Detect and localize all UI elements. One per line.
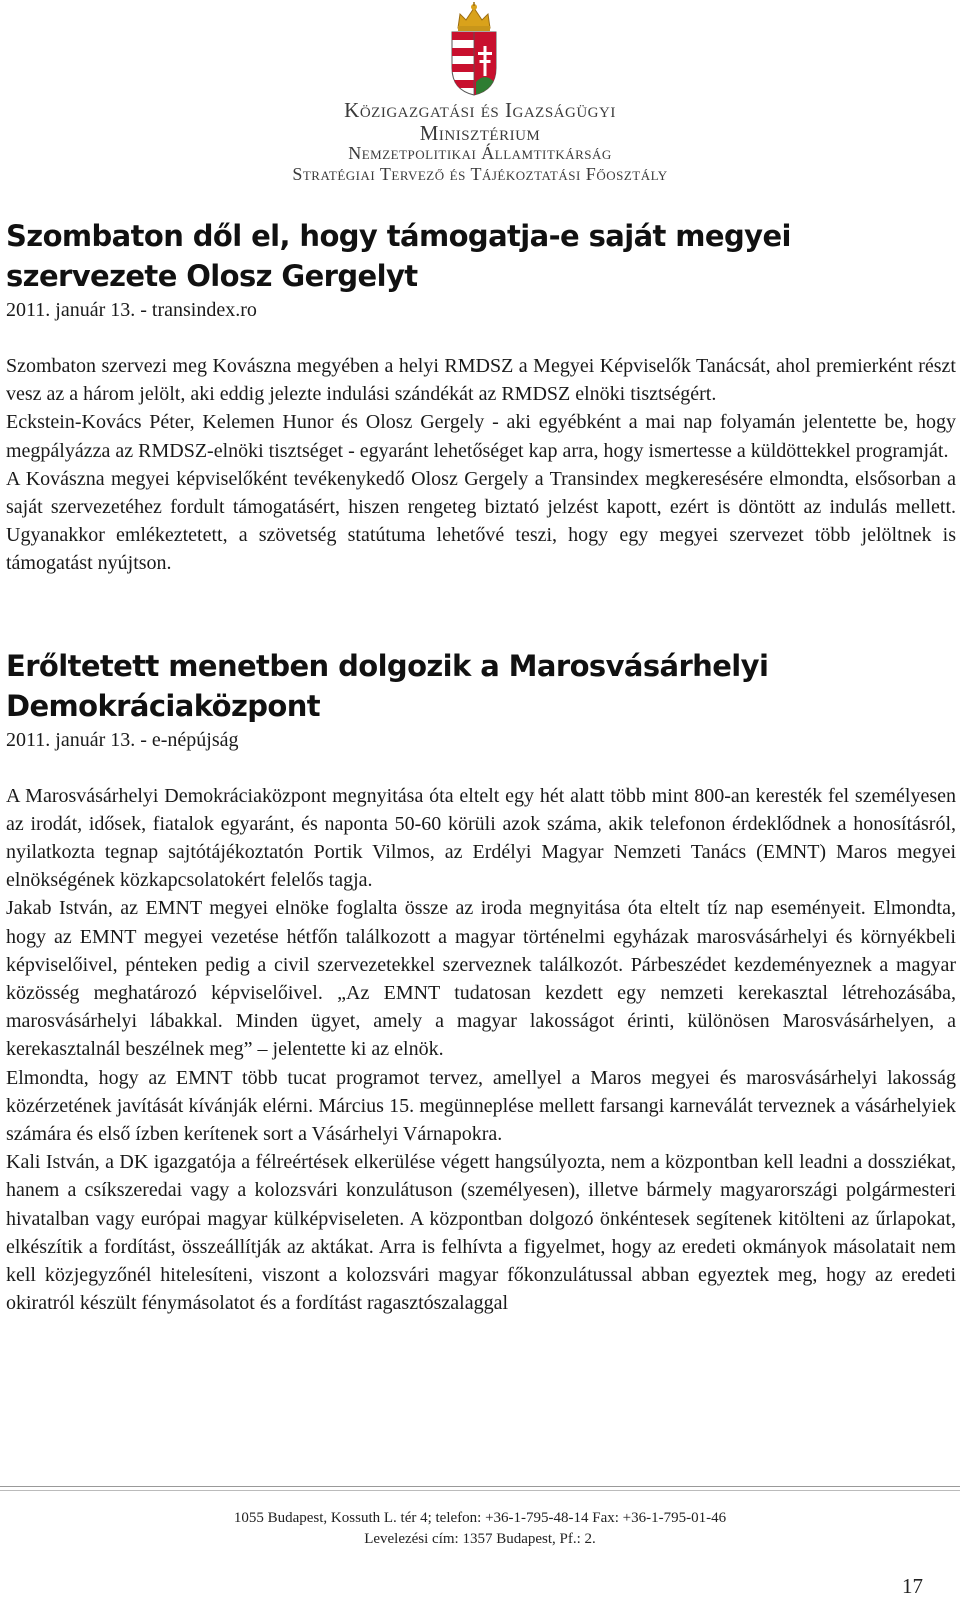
footer-divider <box>0 1486 960 1487</box>
article-2-paragraph: Kali István, a DK igazgatója a félreértések elkerülése végett hangsúlyozta, nem a központban kell leadni a dossziékat, hanem a csíkszeredai vagy a kolozsvári konzulátuson (személyesen), illetve bármely magyarországi polgármesteri hivatalban vagy európai magyar külképviseleten. A központban dolgozó önkéntesek segítenek kitölteni az űrlapokat, elkészítik a fordítást, összeállítják az aktákat. Arra is felhívta a figyelmet, hogy az eredeti okmányok másolatait nem kell közjegyzőnél hitelesíteni, viszont a kolozsvári magyar főkonzulátussal abban egyeztek meg, hogy az eredeti okiratról készült fénymásolatot és a fordítást ragasztószalaggal <box>6 1151 956 1315</box>
article-1-paragraph: Szombaton szervezi meg Kovászna megyében a helyi RMDSZ a Megyei Képviselők Tanácsát, ahol premierként részt vesz az a három jelölt, aki eddig jelezte indulási szándékát az RMDSZ elnöki tisztségért. <box>6 355 956 406</box>
article-1-paragraph: A Kovászna megyei képviselőként tevékenykedő Olosz Gergely a Transindex megkeresésére elmondta, elsősorban a saját szervezetéhez fordult támogatásért, hiszen rengeteg biztató jelzést kapott, ezért is döntött az indulás mellett. Ugyanakkor emlékeztetett, a szövetség statútuma lehetővé teszi, hogy egy megyei szervezet több jelöltnek is támogatást nyújtson. <box>6 467 956 575</box>
ministry-name-line2: Minisztérium <box>419 121 541 145</box>
document-body <box>6 216 956 1317</box>
article-1-title: Szombaton dől el, hogy támogatja-e saját megyei szervezete Olosz Gergelyt <box>6 219 791 293</box>
article-1-dateline: 2011. január 13. - transindex.ro <box>6 299 257 321</box>
footer-address: 1055 Budapest, Kossuth L. tér 4; telefon: +36-1-795-48-14 Fax: +36-1-795-01-46 <box>233 1510 727 1526</box>
footer-mailing-address: Levelezési cím: 1357 Budapest, Pf.: 2. <box>364 1531 596 1547</box>
article-2-paragraph: Jakab István, az EMNT megyei elnöke foglalta össze az iroda megnyitása óta eltelt tíz nap eseményeit. Elmondta, hogy az EMNT megyei vezetése hétfőn találkozott a magyar történelmi egyházak marosvásárhelyi és környékbeli képviselőivel, pénteken pedig a civil szervezetekkel szerveznek találkozót. Párbeszédet kezdeményeznek a magyar közösség meghatározó képviselőivel. „Az EMNT tudatosan kezdett egy nemzeti kerekasztal létrehozásába, marosvásárhelyi lábakkal. Minden ügyet, amely a magyar lakosságot érinti, különösen Marosvásárhelyen, a kerekasztalnál beszélnek meg” – jelentette ki az elnök. <box>6 897 956 1061</box>
department-name: Stratégiai Tervező és Tájékoztatási Főosztály <box>292 164 668 184</box>
page-footer <box>0 1508 960 1550</box>
article-2 <box>6 646 956 1318</box>
article-1 <box>6 216 956 578</box>
article-2-dateline: 2011. január 13. - e-népújság <box>6 728 239 751</box>
ministry-name-line1: Közigazgatási és Igazságügyi <box>344 98 616 122</box>
article-2-paragraph: A Marosvásárhelyi Demokráciaközpont megnyitása óta eltelt egy hét alatt több mint 800-an keresték fel személyesen az irodát, idősek, fiatalok egyaránt, és naponta 50-60 körüli azok száma, akik telefonon érdeklődnek a honosításról, nyilatkozta tegnap sajtótájékoztatón Portik Vilmos, az Erdélyi Magyar Nemzeti Tanács (EMNT) Maros megyei elnökségének közkapcsolatokért felelős tagja. <box>6 784 956 892</box>
article-2-paragraph: Elmondta, hogy az EMNT több tucat programot tervez, amellyel a Maros megyei és marosvásárhelyi lakosság közérzetének javítását kívánják elérni. Március 15. megünneplése mellett farsangi karneválát terveznek a vásárhelyiek számára és első ízben kerítenek sort a Vásárhelyi Várnapokra. <box>6 1066 956 1146</box>
state-secretariat: Nemzetpolitikai Államtitkárság <box>348 143 612 163</box>
letterhead <box>0 0 960 190</box>
coat-of-arms-logo <box>448 2 500 96</box>
article-1-paragraph: Eckstein-Kovács Péter, Kelemen Hunor és Olosz Gergely - aki egyébként a mai nap folyamán jelentette be, hogy megpályázza az RMDSZ-elnöki tisztséget - egyaránt lehetőséget kap arra, hogy ismertesse a küldöttekkel programját. <box>6 411 956 462</box>
page-number: 17 <box>902 1574 923 1598</box>
footer-divider <box>0 1490 960 1491</box>
article-2-title: Erőltetett menetben dolgozik a Marosvásárhelyi Demokráciaközpont <box>6 648 769 723</box>
